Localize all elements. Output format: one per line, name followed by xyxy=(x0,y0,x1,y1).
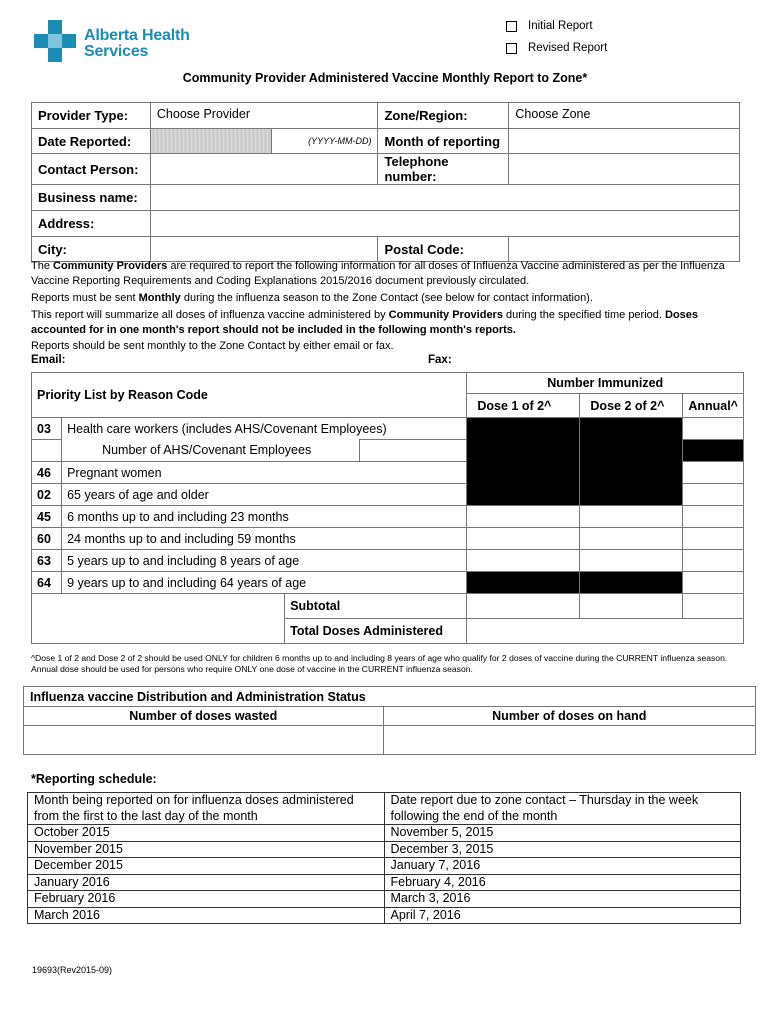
reason-description: Pregnant women xyxy=(62,462,467,484)
doses-wasted-field[interactable] xyxy=(24,726,384,755)
provider-type-dropdown[interactable]: Choose Provider xyxy=(150,103,378,129)
address-label: Address: xyxy=(32,211,151,237)
reason-description: 5 years up to and including 8 years of age xyxy=(62,550,467,572)
reason-description: 24 months up to and including 59 months xyxy=(62,528,467,550)
dose-footnote xyxy=(31,653,745,675)
fax-label: Fax: xyxy=(428,354,452,366)
instruction-paragraph-1: The Community Providers are required to report the following information for all doses of Influenza Vaccine administered as per the Influenza Vaccine Reporting Requirements and Coding Explanations 2015/2016 document previously circulated. xyxy=(31,260,725,287)
annual-header: Annual^ xyxy=(683,394,744,418)
subtotal-annual[interactable] xyxy=(683,594,744,619)
schedule-col1-header: Month being reported on for influenza doses administered from the first to the last day of the month xyxy=(28,793,385,825)
doses-wasted-header: Number of doses wasted xyxy=(24,707,384,726)
annual-input-60[interactable] xyxy=(683,528,744,550)
annual-input-03[interactable] xyxy=(683,418,744,440)
reason-code: 45 xyxy=(32,506,62,528)
zone-dropdown[interactable]: Choose Zone xyxy=(509,103,740,129)
schedule-due-date: November 5, 2015 xyxy=(384,825,741,842)
doses-on-hand-header: Number of doses on hand xyxy=(383,707,756,726)
priority-list-table xyxy=(31,372,744,644)
email-label: Email: xyxy=(31,354,66,366)
schedule-month: February 2016 xyxy=(28,891,385,908)
schedule-due-date: February 4, 2016 xyxy=(384,874,741,891)
revised-report-checkbox[interactable] xyxy=(506,43,517,54)
dose1-input-63[interactable] xyxy=(467,550,580,572)
instruction-paragraph-2: Reports must be sent Monthly during the influenza season to the Zone Contact (see below for contact information). xyxy=(31,292,593,304)
business-name-label: Business name: xyxy=(32,185,151,211)
initial-report-checkbox[interactable] xyxy=(506,21,517,32)
instruction-paragraph-4: Reports should be sent monthly to the Zone Contact by either email or fax. xyxy=(31,340,394,352)
month-reporting-field[interactable] xyxy=(509,128,740,154)
reason-description: Health care workers (includes AHS/Covenant Employees) xyxy=(62,418,467,440)
dose1-header: Dose 1 of 2^ xyxy=(467,394,580,418)
dose1-input-60[interactable] xyxy=(467,528,580,550)
annual-input-02[interactable] xyxy=(683,484,744,506)
schedule-month: January 2016 xyxy=(28,874,385,891)
schedule-month: December 2015 xyxy=(28,858,385,875)
date-reported-field[interactable] xyxy=(150,128,271,154)
reason-code: 64 xyxy=(32,572,62,594)
provider-info-table xyxy=(31,102,740,262)
city-label: City: xyxy=(32,236,151,262)
reporting-schedule-title: *Reporting schedule: xyxy=(31,772,157,786)
contact-person-label: Contact Person: xyxy=(32,154,151,185)
distribution-title: Influenza vaccine Distribution and Administration Status xyxy=(24,687,756,707)
logo-line-1: Alberta Health xyxy=(84,27,190,44)
distribution-status-table xyxy=(23,686,756,755)
blocked-cell xyxy=(580,572,683,594)
reason-code-empty xyxy=(32,440,62,462)
date-reported-label: Date Reported: xyxy=(32,128,151,154)
blocked-cell xyxy=(467,418,580,506)
reason-description: 9 years up to and including 64 years of age xyxy=(62,572,467,594)
dose1-input-45[interactable] xyxy=(467,506,580,528)
reason-description: 65 years of age and older xyxy=(62,484,467,506)
doses-on-hand-field[interactable] xyxy=(383,726,756,755)
footnote-line-1: ^Dose 1 of 2 and Dose 2 of 2 should be used ONLY for children 6 months up to and including 8 years of age who qualify for 2 doses of vaccine during the CURRENT influenza season. xyxy=(31,653,728,663)
initial-report-label: Initial Report xyxy=(528,20,593,32)
reason-code: 63 xyxy=(32,550,62,572)
annual-input-46[interactable] xyxy=(683,462,744,484)
schedule-month: March 2016 xyxy=(28,907,385,924)
number-immunized-header: Number Immunized xyxy=(467,373,744,394)
dose2-input-60[interactable] xyxy=(580,528,683,550)
schedule-month: October 2015 xyxy=(28,825,385,842)
logo-text xyxy=(84,28,190,60)
empty-block xyxy=(32,594,285,644)
total-doses-label: Total Doses Administered xyxy=(285,619,467,644)
provider-type-label: Provider Type: xyxy=(32,103,151,129)
blocked-cell xyxy=(467,572,580,594)
annual-input-63[interactable] xyxy=(683,550,744,572)
reason-code: 03 xyxy=(32,418,62,440)
ahs-employees-input[interactable] xyxy=(360,440,467,462)
schedule-due-date: March 3, 2016 xyxy=(384,891,741,908)
business-name-field[interactable] xyxy=(150,185,739,211)
revised-report-option[interactable] xyxy=(506,42,607,54)
schedule-col2-header: Date report due to zone contact – Thursday in the week following the end of the month xyxy=(384,793,741,825)
subtotal-label: Subtotal xyxy=(285,594,467,619)
annual-input-64[interactable] xyxy=(683,572,744,594)
priority-list-header: Priority List by Reason Code xyxy=(32,373,467,418)
telephone-label: Telephone number: xyxy=(378,154,509,185)
revised-report-label: Revised Report xyxy=(528,42,608,54)
address-field[interactable] xyxy=(150,211,739,237)
annual-input-45[interactable] xyxy=(683,506,744,528)
footnote-line-2: Annual dose should be used for persons who require ONLY one dose of vaccine in the CURRENT influenza season. xyxy=(31,664,473,674)
month-reporting-label: Month of reporting xyxy=(378,128,509,154)
dose2-header: Dose 2 of 2^ xyxy=(580,394,683,418)
dose2-input-45[interactable] xyxy=(580,506,683,528)
reason-description: 6 months up to and including 23 months xyxy=(62,506,467,528)
subtotal-dose1[interactable] xyxy=(467,594,580,619)
schedule-due-date: April 7, 2016 xyxy=(384,907,741,924)
total-doses-field[interactable] xyxy=(467,619,744,644)
date-format-hint: (YYYY-MM-DD) xyxy=(271,128,378,154)
initial-report-option[interactable] xyxy=(506,20,593,32)
reason-code: 02 xyxy=(32,484,62,506)
reason-code: 46 xyxy=(32,462,62,484)
schedule-month: November 2015 xyxy=(28,841,385,858)
dose2-input-63[interactable] xyxy=(580,550,683,572)
zone-label: Zone/Region: xyxy=(378,103,509,129)
form-number: 19693(Rev2015-09) xyxy=(32,965,113,975)
schedule-due-date: December 3, 2015 xyxy=(384,841,741,858)
subtotal-dose2[interactable] xyxy=(580,594,683,619)
schedule-due-date: January 7, 2016 xyxy=(384,858,741,875)
ahs-cross-icon xyxy=(34,20,84,64)
form-title: Community Provider Administered Vaccine Monthly Report to Zone* xyxy=(182,71,588,85)
reason-description: Number of AHS/Covenant Employees xyxy=(62,440,360,462)
blocked-cell xyxy=(683,440,744,462)
telephone-field[interactable] xyxy=(509,154,740,185)
instruction-paragraph-3: This report will summarize all doses of influenza vaccine administered by Community Providers during the specified time period. Doses accounted for in one month's report should not be included in the following month's reports. xyxy=(31,309,699,336)
logo-line-2: Services xyxy=(84,43,149,60)
contact-person-field[interactable] xyxy=(150,154,378,185)
reporting-schedule-table xyxy=(27,792,741,924)
reason-code: 60 xyxy=(32,528,62,550)
blocked-cell xyxy=(580,418,683,506)
postal-code-label: Postal Code: xyxy=(378,236,509,262)
